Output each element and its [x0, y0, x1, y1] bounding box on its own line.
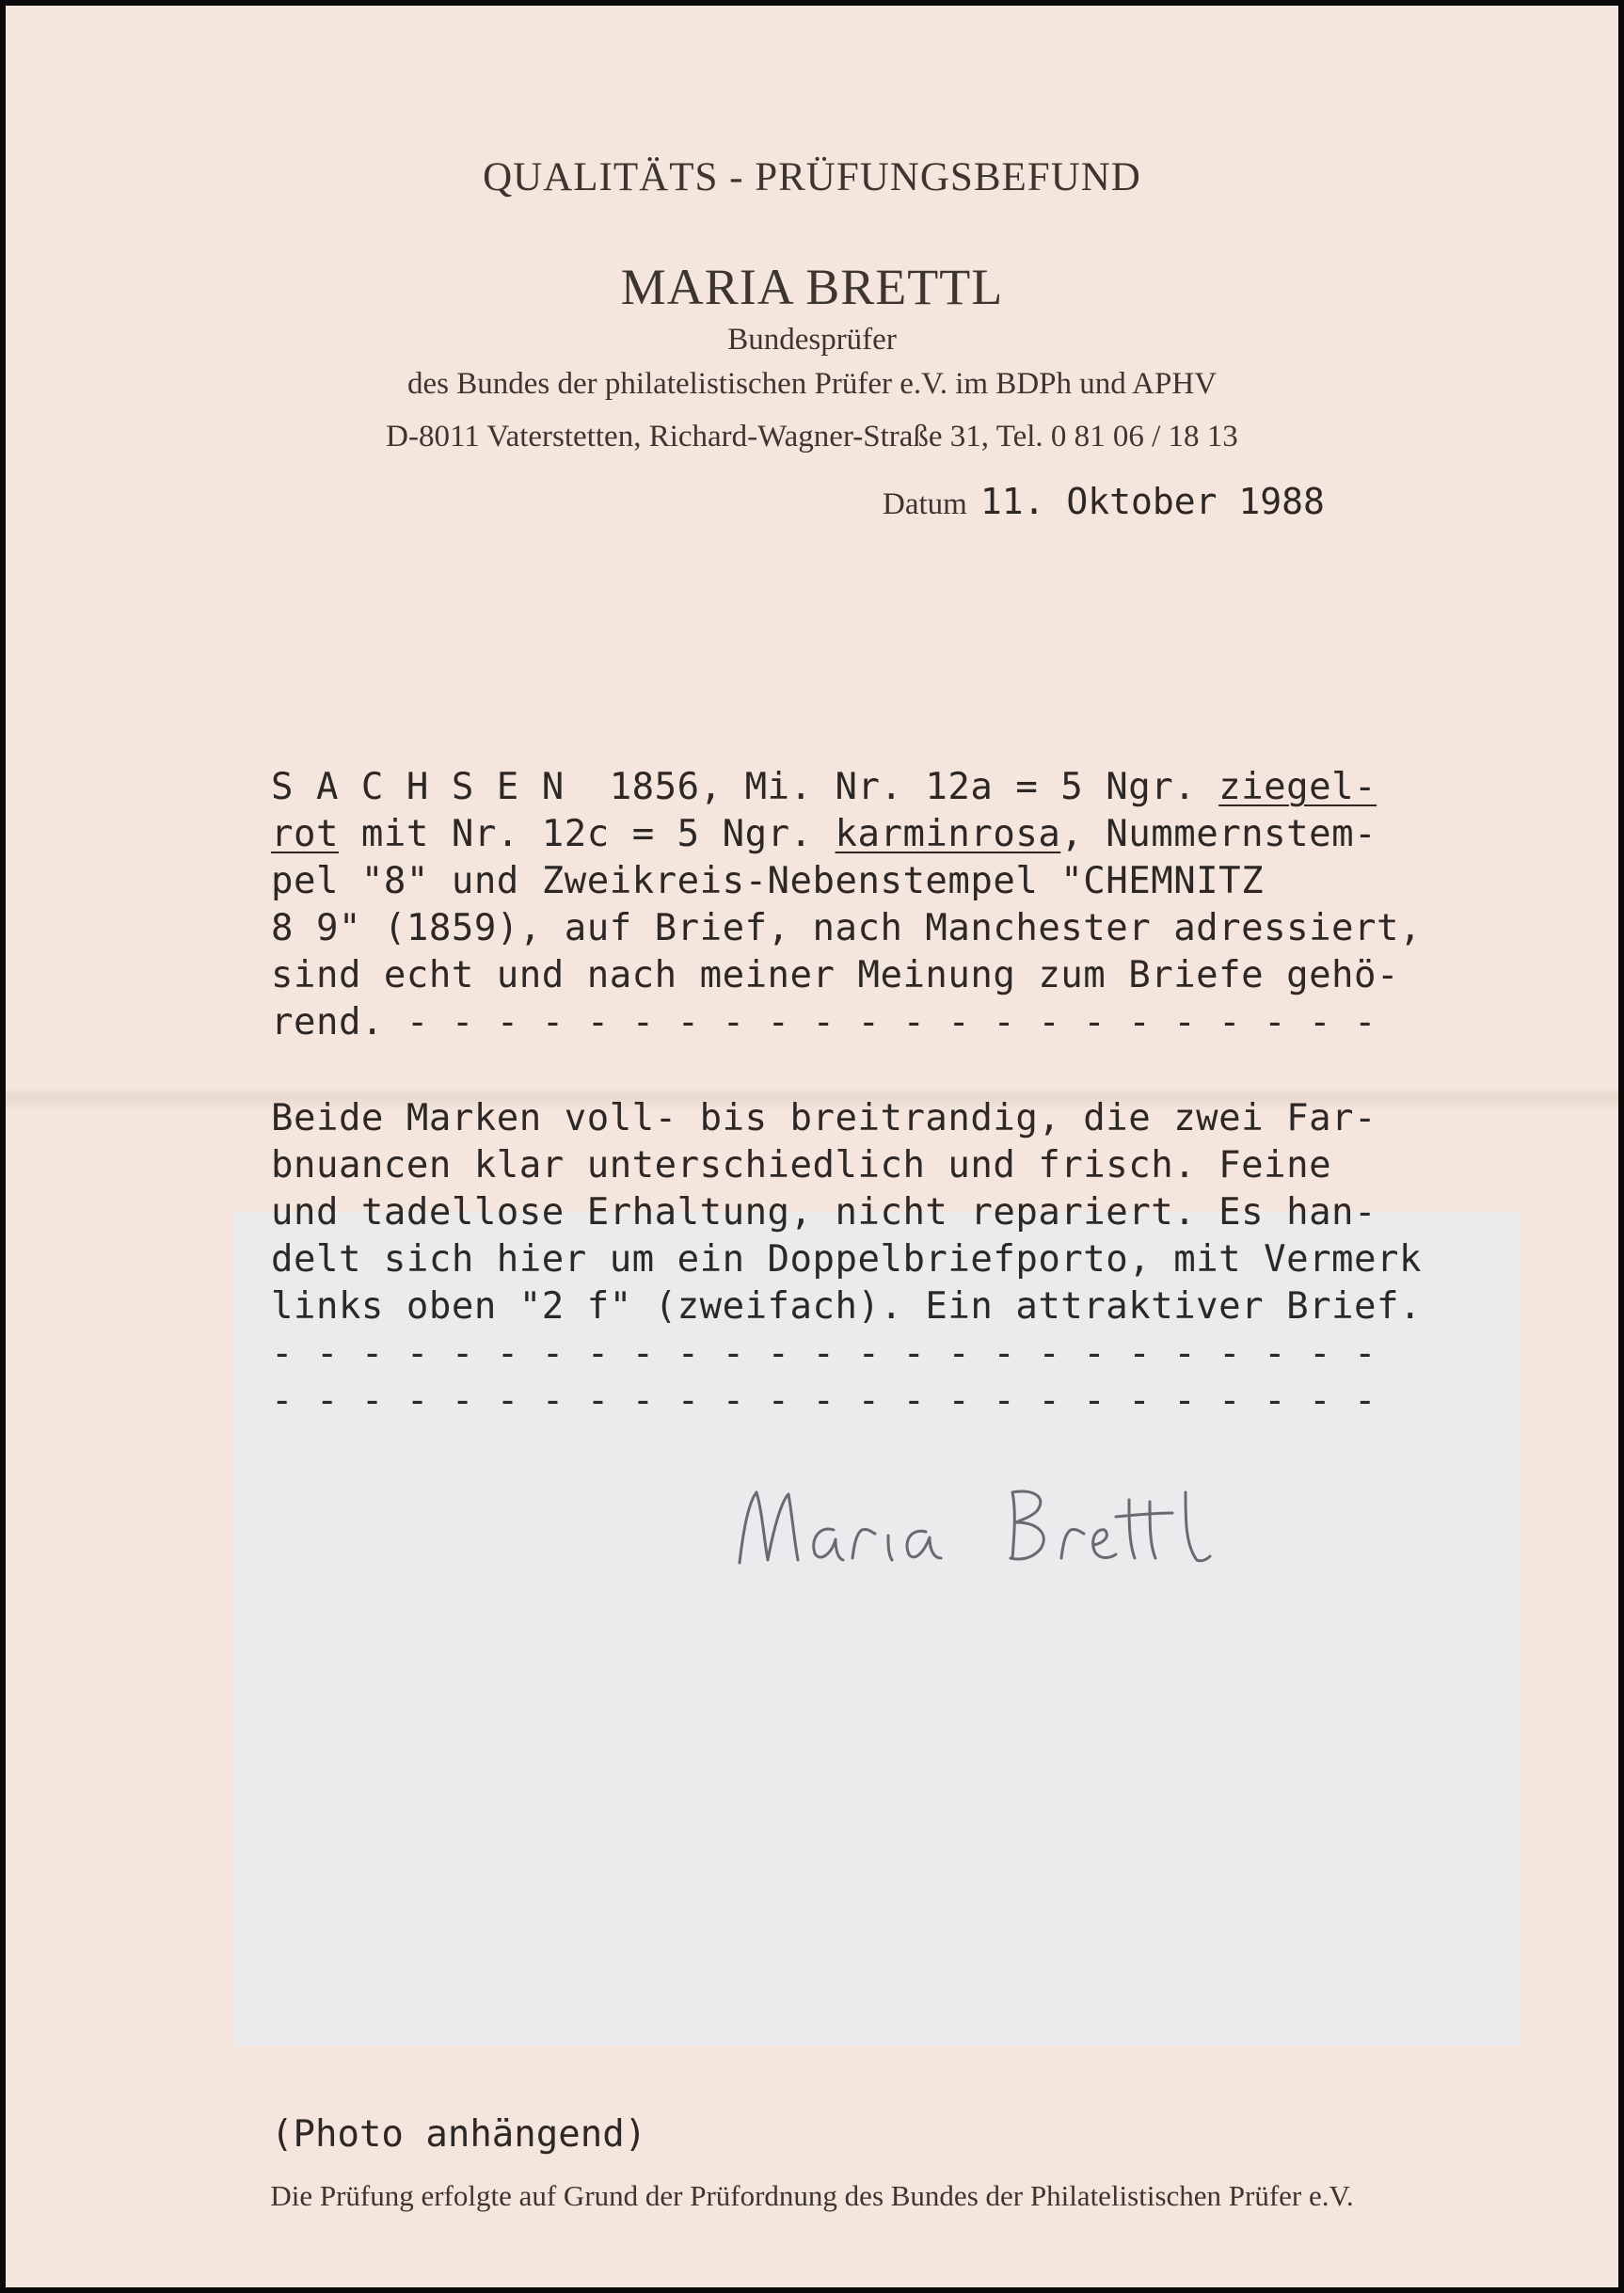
- underlined-color-name: ziegel-: [1218, 766, 1377, 808]
- document-title: QUALITÄTS - PRÜFUNGSBEFUND: [483, 155, 1141, 199]
- paragraph-1-line-6: rend. - - - - - - - - - - - - - - - - - - - - - -: [271, 1001, 1377, 1043]
- text-segment: mit Nr. 12c = 5 Ngr.: [338, 813, 836, 855]
- certificate-page: [6, 6, 1618, 2287]
- paragraph-2-line-7: - - - - - - - - - - - - - - - - - - - - - - - - -: [271, 1379, 1377, 1422]
- text-segment: , Nummernstem-: [1060, 813, 1377, 855]
- paragraph-1-line-3: pel "8" und Zweikreis-Nebenstempel "CHEMNITZ: [271, 860, 1265, 902]
- underlined-color-name: rot: [271, 813, 339, 855]
- text-segment: S A C H S E N 1856, Mi. Nr. 12a = 5 Ngr.: [271, 766, 1219, 808]
- paragraph-1-line-5: sind echt und nach meiner Meinung zum Briefe gehö-: [271, 954, 1399, 996]
- photo-note: (Photo anhängend): [271, 2113, 647, 2156]
- paragraph-2-line-4: delt sich hier um ein Doppelbriefporto, mit Vermerk: [271, 1238, 1422, 1281]
- underlined-color-name: karminrosa: [835, 813, 1061, 855]
- paragraph-2-line-6: - - - - - - - - - - - - - - - - - - - - - - - - -: [271, 1332, 1377, 1375]
- paragraph-2-line-5: links oben "2 f" (zweifach). Ein attraktiver Brief.: [271, 1285, 1422, 1328]
- handwritten-signature: [730, 1473, 1257, 1577]
- paragraph-2-line-3: und tadellose Erhaltung, nicht repariert. Es han-: [271, 1191, 1377, 1234]
- paragraph-1-line-2: [271, 813, 1377, 860]
- examiner-association: des Bundes der philatelistischen Prüfer e.V. im BDPh und APHV: [406, 367, 1218, 401]
- date-value: 11. Oktober 1988: [979, 481, 1325, 522]
- paragraph-1-line-4: 8 9" (1859), auf Brief, nach Manchester adressiert,: [271, 907, 1422, 949]
- examination-note: Die Prüfung erfolgte auf Grund der Prüfordnung des Bundes der Philatelistischen Prüfer e.V.: [270, 2179, 1354, 2212]
- examiner-address: D-8011 Vaterstetten, Richard-Wagner-Straße 31, Tel. 0 81 06 / 18 13: [386, 420, 1238, 454]
- date-label: Datum: [883, 487, 967, 521]
- paragraph-1-line-1: [271, 766, 1377, 813]
- date-line: [883, 481, 1325, 522]
- paragraph-2-line-1: Beide Marken voll- bis breitrandig, die zwei Far-: [271, 1097, 1377, 1139]
- examiner-name: MARIA BRETTL: [620, 259, 1004, 315]
- paragraph-2-line-2: bnuancen klar unterschiedlich und frisch. Feine: [271, 1144, 1332, 1186]
- examiner-role: Bundesprüfer: [727, 323, 897, 357]
